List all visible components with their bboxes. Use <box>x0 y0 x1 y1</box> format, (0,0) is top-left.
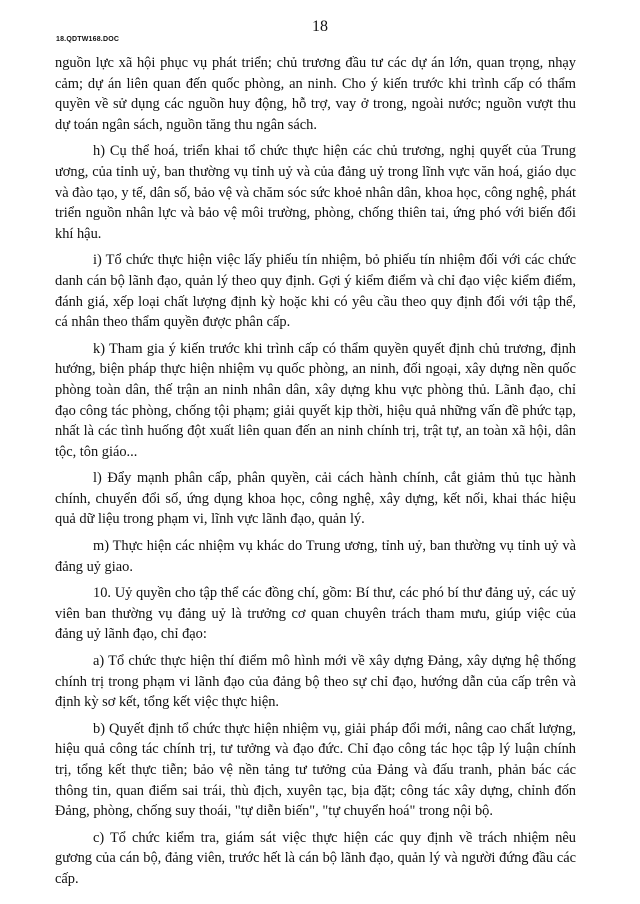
paragraph-l: l) Đẩy mạnh phân cấp, phân quyền, cải cách hành chính, cắt giảm thủ tục hành chính, chuyển đổi số, ứng dụng khoa học, công nghệ, xây dựng, kết nối, khai thác hiệu quả dữ liệu trong phạm vi, lĩnh vực lãnh đạo, quản lý. <box>55 470 576 528</box>
document-body <box>55 53 576 896</box>
paragraph-continuation: nguồn lực xã hội phục vụ phát triển; chủ trương đầu tư các dự án lớn, quan trọng, nhạy cảm; dự án liên quan đến quốc phòng, an ninh. Cho ý kiến trước khi trình cấp có thẩm quyền về sử dụng các nguồn huy động, hỗ trợ, vay ở trong, ngoài nước; nguồn vượt thu dự toán ngân sách, nguồn tăng thu ngân sách. <box>55 55 576 133</box>
paragraph-10b: b) Quyết định tổ chức thực hiện nhiệm vụ, giải pháp đổi mới, nâng cao chất lượng, hiệu quả công tác chính trị, tư tưởng và đạo đức. Chỉ đạo công tác học tập lý luận chính trị, tổng kết thực tiễn; bảo vệ nền tảng tư tưởng của Đảng và đấu tranh, phản bác các thông tin, quan điểm sai trái, thù địch, xuyên tạc, bịa đặt; công tác xây dựng, chỉnh đốn Đảng, phòng, chống suy thoái, "tự diễn biến", "tự chuyển hoá" trong nội bộ. <box>55 720 576 820</box>
paragraph-10: 10. Uỷ quyền cho tập thể các đồng chí, gồm: Bí thư, các phó bí thư đảng uỷ, các uỷ viên ban thường vụ đảng uỷ là trưởng cơ quan chuyên trách tham mưu, giúp việc của đảng uỷ lãnh đạo, chỉ đạo: <box>55 585 576 643</box>
paragraph-10a: a) Tổ chức thực hiện thí điểm mô hình mới về xây dựng Đảng, xây dựng hệ thống chính trị trong phạm vi lãnh đạo của đảng bộ theo sự chỉ đạo, hướng dẫn của cấp trên và định kỳ sơ kết, tổng kết việc thực hiện. <box>55 653 576 711</box>
paragraph-10c: c) Tổ chức kiểm tra, giám sát việc thực hiện các quy định về trách nhiệm nêu gương của cán bộ, đảng viên, trước hết là cán bộ lãnh đạo, quản lý và người đứng đầu các cấp. <box>55 829 576 887</box>
paragraph-i: i) Tổ chức thực hiện việc lấy phiếu tín nhiệm, bỏ phiếu tín nhiệm đối với các chức danh cán bộ lãnh đạo, quản lý theo quy định. Gợi ý kiểm điểm và chỉ đạo việc kiểm điểm, đánh giá, xếp loại chất lượng định kỳ hoặc khi có yêu cầu theo quy định đối với tập thể, cá nhân theo thẩm quyền được phân cấp. <box>55 252 576 331</box>
page-number: 18 <box>312 18 328 35</box>
paragraph-m: m) Thực hiện các nhiệm vụ khác do Trung ương, tỉnh uỷ, ban thường vụ tỉnh uỷ và đảng uỷ giao. <box>55 538 576 575</box>
paragraph-h: h) Cụ thể hoá, triển khai tổ chức thực hiện các chủ trương, nghị quyết của Trung ương, của tỉnh uỷ, ban thường vụ tỉnh uỷ và của đảng uỷ trong lĩnh vực văn hoá, giáo dục và đào tạo, y tế, dân số, bảo vệ và chăm sóc sức khoẻ nhân dân, khoa học, công nghệ, phát triển nguồn nhân lực và bảo vệ môi trường, phòng, chống thiên tai, ứng phó với biến đổi khí hậu. <box>55 143 576 242</box>
document-code: 18.QDTW168.DOC <box>56 36 120 43</box>
paragraph-k: k) Tham gia ý kiến trước khi trình cấp có thẩm quyền quyết định chủ trương, định hướng, biện pháp thực hiện nhiệm vụ quốc phòng, an ninh, đối ngoại, xây dựng nền quốc phòng toàn dân, thế trận an ninh nhân dân, xây dựng khu vực phòng thủ. Lãnh đạo, chỉ đạo công tác phòng, chống tội phạm; giải quyết kịp thời, hiệu quả những vấn đề phức tạp, nhất là các tình huống đột xuất liên quan đến an ninh chính trị, trật tự, an toàn xã hội, dân tộc, tôn giáo... <box>55 340 576 460</box>
